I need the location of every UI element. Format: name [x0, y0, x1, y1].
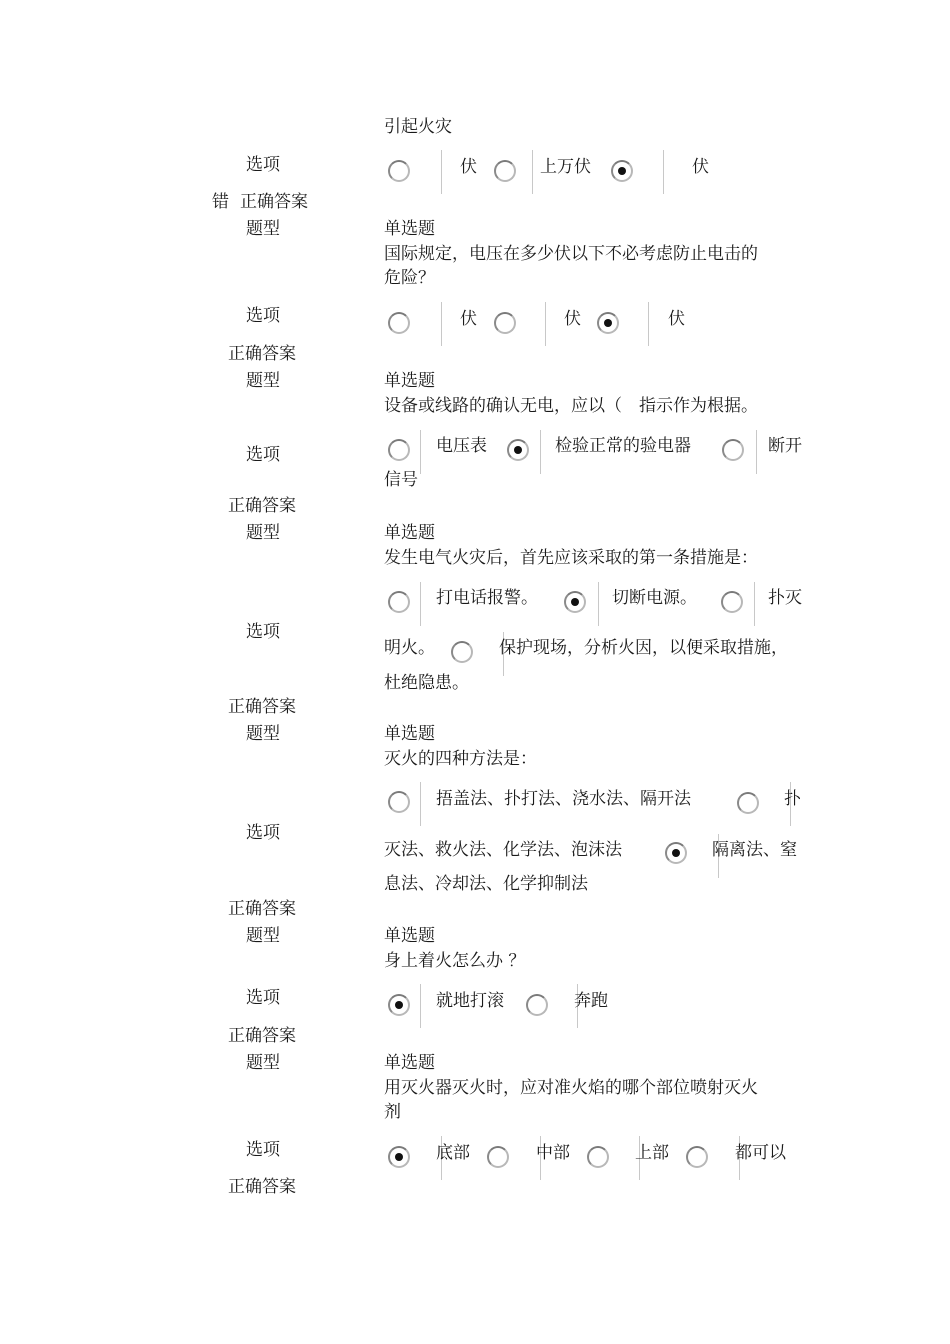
- divider: [545, 302, 546, 346]
- correct-answer-label: 正确答案: [240, 192, 308, 212]
- option-text: 伏: [460, 157, 477, 177]
- question-type: 单选题: [384, 219, 435, 239]
- option-text: 奔跑: [574, 991, 608, 1011]
- correct-answer-label: 正确答案: [228, 697, 296, 717]
- option-label: 选项: [246, 823, 280, 843]
- option-label: 选项: [246, 1140, 280, 1160]
- option-text: 伏: [564, 309, 581, 329]
- option-text: 电压表: [436, 436, 487, 456]
- radio-option-2-selected[interactable]: [564, 591, 586, 613]
- radio-option-3[interactable]: [587, 1146, 609, 1168]
- radio-option-3-selected[interactable]: [597, 312, 619, 334]
- question-text: 灭火的四种方法是：: [384, 749, 537, 769]
- option-text: 伏: [460, 309, 477, 329]
- question-text: 发生电气火灾后，首先应该采取的第一条措施是：: [384, 548, 758, 568]
- question-text: 剂: [384, 1102, 401, 1122]
- question-text: 危险？: [384, 268, 435, 288]
- radio-option-1-selected[interactable]: [388, 1146, 410, 1168]
- question-type: 单选题: [384, 926, 435, 946]
- radio-option-2[interactable]: [494, 312, 516, 334]
- divider: [756, 430, 757, 474]
- radio-option-2[interactable]: [526, 994, 548, 1016]
- radio-option-1[interactable]: [388, 312, 410, 334]
- radio-option-3[interactable]: [722, 439, 744, 461]
- question-type: 单选题: [384, 371, 435, 391]
- question-text: 身上着火怎么办 ？: [384, 951, 526, 971]
- option-text: 上部: [635, 1143, 669, 1163]
- option-label: 选项: [246, 622, 280, 642]
- option-label: 选项: [246, 988, 280, 1008]
- radio-option-3-selected[interactable]: [611, 160, 633, 182]
- divider: [754, 582, 755, 626]
- radio-option-1[interactable]: [388, 160, 410, 182]
- correct-answer-label: 正确答案: [228, 899, 296, 919]
- radio-option-3[interactable]: [721, 591, 743, 613]
- option-text: 扑灭: [768, 588, 802, 608]
- question-text: 设备或线路的确认无电，应以（ 指示作为根据。: [384, 396, 758, 416]
- type-label: 题型: [246, 724, 280, 744]
- divider: [663, 150, 664, 194]
- correct-answer-label: 正确答案: [228, 1026, 296, 1046]
- correct-answer-label: 正确答案: [228, 344, 296, 364]
- radio-option-2[interactable]: [737, 792, 759, 814]
- option-text: 灭法、救火法、化学法、泡沫法: [384, 840, 622, 860]
- question-type: 单选题: [384, 523, 435, 543]
- type-label: 题型: [246, 219, 280, 239]
- option-text: 断开: [768, 436, 802, 456]
- option-text: 检验正常的验电器: [555, 436, 691, 456]
- correct-answer-label: 正确答案: [228, 1177, 296, 1197]
- question-type: 单选题: [384, 724, 435, 744]
- radio-option-2-selected[interactable]: [507, 439, 529, 461]
- option-text: 隔离法、窒: [712, 840, 797, 860]
- divider: [420, 582, 421, 626]
- option-text: 捂盖法、扑打法、浇水法、隔开法: [436, 789, 691, 809]
- radio-option-1-selected[interactable]: [388, 994, 410, 1016]
- option-text: 上万伏: [540, 157, 591, 177]
- divider: [441, 302, 442, 346]
- radio-option-1[interactable]: [388, 591, 410, 613]
- question-type: 单选题: [384, 1053, 435, 1073]
- divider: [532, 150, 533, 194]
- wrong-mark: 错: [212, 192, 229, 212]
- question-text: 用灭火器灭火时，应对准火焰的哪个部位喷射灭火: [384, 1078, 758, 1098]
- divider: [441, 150, 442, 194]
- option-label: 选项: [246, 306, 280, 326]
- radio-option-4[interactable]: [686, 1146, 708, 1168]
- option-text: 明火。: [384, 638, 435, 658]
- radio-option-1[interactable]: [388, 439, 410, 461]
- option-text: 切断电源。: [612, 588, 697, 608]
- question-text: 国际规定，电压在多少伏以下不必考虑防止电击的: [384, 244, 758, 264]
- question-text: 引起火灾: [384, 117, 452, 137]
- option-text: 底部: [436, 1143, 470, 1163]
- option-text: 扑: [784, 789, 801, 809]
- option-text: 杜绝隐患。: [384, 673, 469, 693]
- radio-option-3-selected[interactable]: [665, 842, 687, 864]
- radio-option-2[interactable]: [494, 160, 516, 182]
- type-label: 题型: [246, 926, 280, 946]
- divider: [648, 302, 649, 346]
- correct-answer-label: 正确答案: [228, 496, 296, 516]
- option-text: 保护现场，分析火因，以便采取措施，: [499, 638, 788, 658]
- option-text: 都可以: [735, 1143, 786, 1163]
- divider: [540, 430, 541, 474]
- option-text: 息法、冷却法、化学抑制法: [384, 874, 588, 894]
- radio-option-4[interactable]: [451, 641, 473, 663]
- option-text: 中部: [536, 1143, 570, 1163]
- divider: [598, 582, 599, 626]
- radio-option-1[interactable]: [388, 791, 410, 813]
- divider: [420, 984, 421, 1028]
- type-label: 题型: [246, 371, 280, 391]
- option-label: 选项: [246, 155, 280, 175]
- radio-option-2[interactable]: [487, 1146, 509, 1168]
- option-text: 就地打滚: [436, 991, 504, 1011]
- option-text: 信号: [384, 470, 418, 490]
- option-text: 伏: [692, 157, 709, 177]
- option-label: 选项: [246, 445, 280, 465]
- divider: [420, 430, 421, 474]
- type-label: 题型: [246, 523, 280, 543]
- option-text: 打电话报警。: [436, 588, 538, 608]
- type-label: 题型: [246, 1053, 280, 1073]
- option-text: 伏: [668, 309, 685, 329]
- divider: [420, 782, 421, 826]
